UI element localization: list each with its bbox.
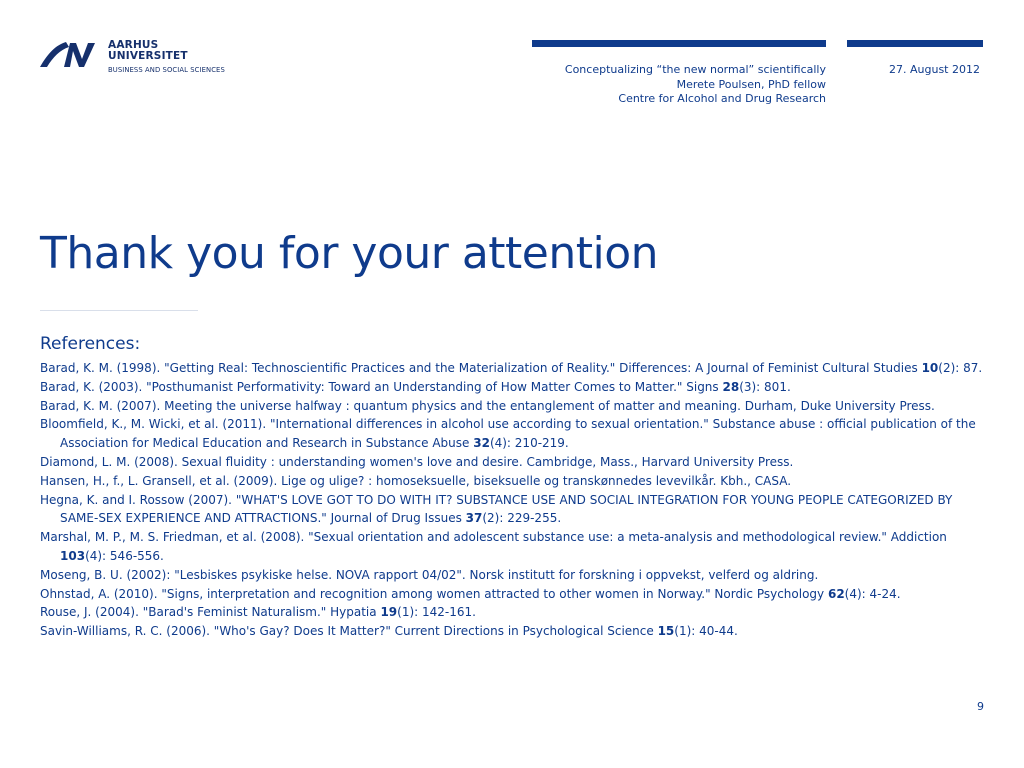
reference-item: Barad, K. (2003). "Posthumanist Performativity: Toward an Understanding of How Matter Comes to Matter." Signs 28(3): 801.: [40, 379, 791, 394]
reference-item: Ohnstad, A. (2010). "Signs, interpretation and recognition among women attracted to other women in Norway." Nordic Psychology 62(4): 4-24.: [40, 586, 901, 601]
logo-line-universitet: UNIVERSITET: [108, 50, 188, 62]
reference-item: Hansen, H., f., L. Gransell, et al. (2009). Lige og ulige? : homoseksuelle, biseksuelle og transkønnedes levevilkår. Kbh., CASA.: [40, 473, 792, 488]
au-seal-icon: [40, 39, 98, 69]
logo-line-aarhus: AARHUS: [108, 39, 159, 51]
reference-item: Rouse, J. (2004). "Barad's Feminist Naturalism." Hypatia 19(1): 142-161.: [40, 605, 476, 620]
presenter-institution: Centre for Alcohol and Drug Research: [618, 92, 826, 105]
logo-line-faculty: BUSINESS AND SOCIAL SCIENCES: [108, 66, 225, 74]
presentation-info: [565, 63, 826, 107]
slide-title: Thank you for your attention: [40, 228, 659, 279]
reference-item: Bloomfield, K., M. Wicki, et al. (2011). "International differences in alcohol use according to sexual orientation." Substance abuse : official publication of the Association for Medical Education and Research in Substance Abuse 32(4): 210-219.: [40, 417, 976, 451]
reference-item: Barad, K. M. (1998). "Getting Real: Technoscientific Practices and the Materialization of Reality." Differences: A Journal of Feminist Cultural Studies 10(2): 87.: [40, 361, 983, 375]
title-divider: [40, 310, 198, 311]
reference-item: Marshal, M. P., M. S. Friedman, et al. (2008). "Sexual orientation and adolescent substance use: a meta-analysis and methodological review." Addiction 103(4): 546-556.: [40, 530, 947, 563]
presentation-title: Conceptualizing “the new normal” scientifically: [564, 63, 826, 76]
reference-item: Moseng, B. U. (2002): "Lesbiskes psykiske helse. NOVA rapport 04/02". Norsk institutt for forskning i oppvekst, velferd og aldring.: [40, 567, 819, 582]
references-list: [40, 359, 988, 641]
reference-item: Diamond, L. M. (2008). Sexual fluidity : understanding women's love and desire. Cambridge, Mass., Harvard University Press.: [40, 454, 794, 469]
reference-item: Savin-Williams, R. C. (2006). "Who's Gay? Does It Matter?" Current Directions in Psychological Science 15(1): 40-44.: [40, 624, 738, 639]
reference-item: Barad, K. M. (2007). Meeting the universe halfway : quantum physics and the entanglement of matter and meaning. Durham, Duke University Press.: [40, 398, 935, 413]
aarhus-university-logo: [40, 36, 240, 86]
reference-item: Hegna, K. and I. Rossow (2007). "WHAT'S LOVE GOT TO DO WITH IT? SUBSTANCE USE AND SOCIAL INTEGRATION FOR YOUNG PEOPLE CATEGORIZED BY SAME-SEX EXPERIENCE AND ATTRACTIONS." Journal of Drug Issues 37(2): 229-255.: [40, 492, 953, 526]
presenter-name: Merete Poulsen, PhD fellow: [676, 77, 826, 91]
date-accent-bar: [847, 40, 983, 47]
presentation-date: 27. August 2012: [889, 63, 980, 76]
references-heading: References:: [40, 334, 141, 354]
page-number: 9: [977, 700, 984, 713]
header-accent-bar: [532, 40, 826, 47]
